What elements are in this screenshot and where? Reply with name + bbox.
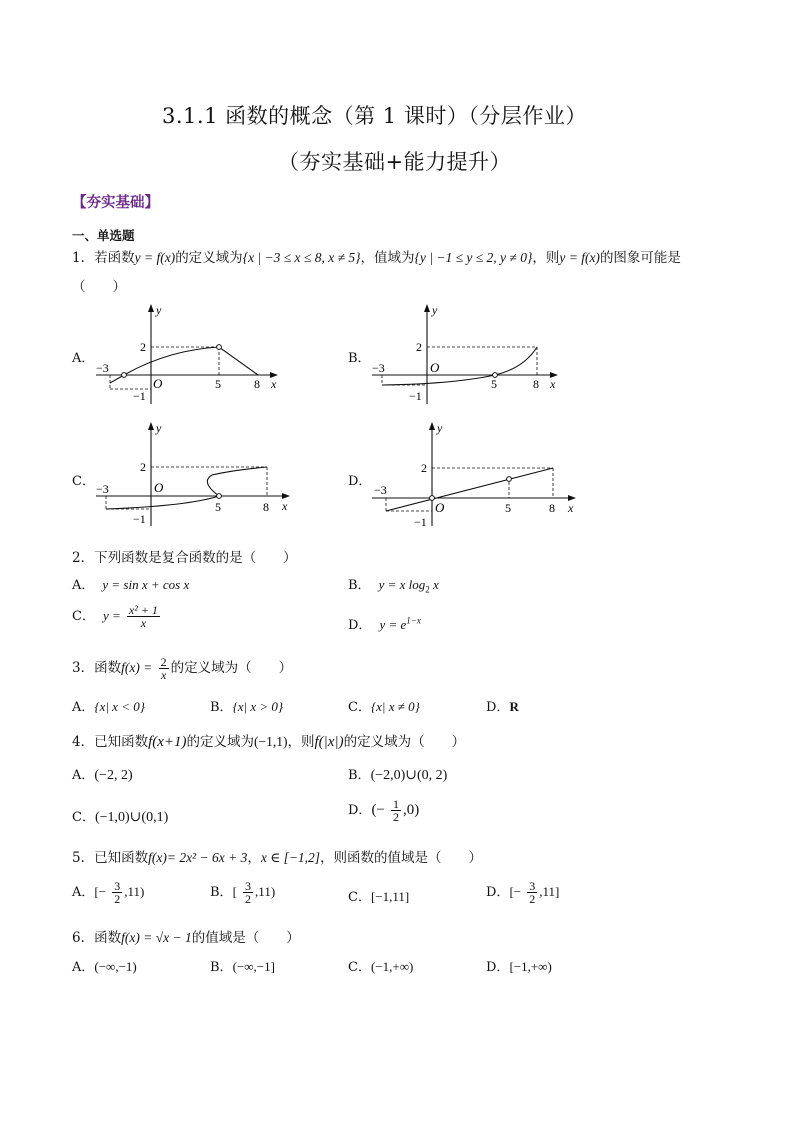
q3-c-label: C． [348, 700, 371, 715]
q2-option-b[interactable] [348, 574, 439, 595]
q3-option-c[interactable] [348, 696, 420, 715]
q4-stem-d: 的定义域为（ ） [343, 734, 466, 750]
graph-c-label-neg3: −3 [96, 482, 109, 496]
graph-a-label-o: O [153, 376, 163, 391]
graph-a-label-2: 2 [140, 340, 146, 354]
q4-d-pre: (− [371, 802, 385, 818]
graph-d-label-neg3: −3 [374, 483, 387, 497]
q6-stem [72, 926, 300, 946]
q5-d-fraction [527, 880, 537, 905]
graph-a-label-5: 5 [215, 377, 221, 391]
q5-option-c[interactable] [348, 886, 409, 905]
graph-d-label-y: y [437, 421, 443, 435]
q1-stem-a: 1．若函数 [72, 250, 135, 266]
q3-option-b[interactable] [210, 696, 283, 715]
q5-option-a[interactable] [72, 880, 144, 905]
q3-stem-a: 3．函数 [72, 660, 122, 676]
q1-fx: y = f(x) [134, 250, 176, 265]
q4-option-c[interactable] [72, 806, 168, 826]
q4-f1: f(x+1) [148, 734, 187, 750]
page-title: 3.1.1 函数的概念（第 1 课时）（分层作业） [162, 104, 587, 128]
graph-b-label-5: 5 [491, 377, 497, 391]
q5-stem-c: ，则函数的值域是（ ） [320, 850, 483, 866]
q1-option-a-label[interactable]: A． [72, 351, 95, 366]
q2-option-a[interactable] [72, 574, 189, 593]
q6-option-b[interactable] [210, 956, 275, 975]
q2-d-sup: 1−x [406, 615, 421, 626]
q5-b-label: B． [210, 885, 233, 900]
graph-c-label-x: x [282, 499, 288, 513]
q1-stem-e: 的图象可能是 [599, 250, 681, 266]
graph-c-label-5: 5 [215, 500, 221, 514]
q1-range: {y | −1 ≤ y ≤ 2, y ≠ 0} [414, 250, 533, 265]
q5-fx: f(x)= 2x² − 6x + 3 [148, 850, 248, 865]
graph-c-label-y: y [156, 421, 162, 435]
q5-a-post: ,11) [124, 884, 145, 899]
q6-d-label: D． [486, 960, 510, 975]
q5-option-d[interactable] [486, 880, 559, 905]
q6-option-c[interactable] [348, 956, 413, 975]
q6-d-expr: [−1,+∞) [509, 959, 552, 974]
graph-a-label-neg1: −1 [133, 389, 146, 403]
q1-stem [72, 246, 681, 266]
q5-d-num: 3 [529, 879, 536, 893]
graph-d-label-5: 5 [505, 501, 511, 515]
graph-d-label-8: 8 [549, 501, 555, 515]
q4-stem-b: 的定义域为 [186, 734, 255, 750]
part-heading: 一、单选题 [72, 228, 135, 243]
graph-d-label-neg1: −1 [414, 515, 427, 529]
q1-stem-c: ，值域为 [360, 250, 415, 266]
graph-b-label-2: 2 [416, 340, 422, 354]
q6-c-label: C． [348, 960, 371, 975]
q4-d-num: 1 [393, 797, 400, 811]
q3-d-expr: R [509, 699, 519, 714]
q1-answer-paren: （ ） [72, 279, 126, 295]
graph-b-label-x: x [550, 377, 556, 391]
q5-dom: x ∈ [−1,2] [260, 850, 321, 865]
q2-b-label: B． [348, 578, 371, 593]
q4-b-expr: (−2,0)∪(0, 2) [370, 768, 448, 783]
q5-d-label: D． [486, 885, 510, 900]
q3-a-expr: {x| x < 0} [94, 699, 145, 714]
q5-a-pre: [− [94, 884, 107, 899]
q5-a-num: 3 [114, 879, 121, 893]
q3-den: x [160, 668, 167, 682]
q3-fx: f(x) = [121, 660, 153, 675]
q2-stem: 2．下列函数是复合函数的是（ ） [72, 550, 297, 566]
q6-a-expr: (−∞,−1) [94, 959, 137, 974]
q4-d-fraction [391, 798, 401, 823]
q2-b-sub: 2 [425, 584, 430, 595]
q3-c-expr: {x| x ≠ 0} [370, 699, 420, 714]
q1-graph-a[interactable] [88, 300, 288, 410]
q1-graph-d[interactable] [364, 418, 584, 530]
q2-c-num: x² + 1 [128, 603, 158, 617]
q6-option-d[interactable] [486, 956, 552, 975]
q1-option-b-label[interactable]: B． [348, 351, 371, 366]
q5-option-b[interactable] [210, 880, 275, 905]
q2-c-den: x [140, 616, 147, 630]
q5-b-num: 3 [245, 879, 252, 893]
q5-a-fraction [112, 880, 122, 905]
q5-d-pre: [− [509, 884, 522, 899]
q3-b-expr: {x| x > 0} [232, 699, 284, 714]
q2-b-tail: x [429, 577, 439, 592]
q4-d1: (−1,1) [254, 734, 288, 749]
q5-c-label: C． [348, 890, 371, 905]
graph-a-label-8: 8 [254, 377, 260, 391]
q4-option-b[interactable] [348, 764, 447, 784]
graph-d-label-o: O [435, 500, 445, 515]
graph-c-label-o: O [154, 480, 164, 495]
q4-c-expr: (−1,0)∪(0,1) [94, 810, 169, 825]
graph-a-label-neg3: −3 [96, 361, 109, 375]
section-header: 【夯实基础】 [72, 194, 159, 211]
q4-option-a[interactable] [72, 764, 133, 784]
q3-num: 2 [160, 655, 167, 669]
q5-b-pre: [ [232, 884, 237, 899]
q6-a-label: A． [72, 960, 95, 975]
graph-b-label-y: y [432, 303, 438, 317]
q5-stem-b: ， [247, 850, 261, 866]
q2-c-pre: y = [102, 608, 121, 623]
q1-option-c-label[interactable]: C． [72, 474, 95, 489]
q1-option-d-label[interactable]: D． [348, 474, 372, 489]
q4-a-label: A． [72, 768, 95, 783]
q1-stem-b: 的定义域为 [175, 250, 243, 266]
q4-stem-c: ，则 [287, 734, 315, 750]
q4-c-label: C． [72, 810, 95, 825]
q5-c-expr: [−1,11] [370, 889, 410, 904]
page-subtitle: （夯实基础+能力提升） [278, 150, 512, 174]
q5-a-den: 2 [114, 892, 121, 906]
graph-d-label-2: 2 [421, 461, 427, 475]
q6-stem-a: 6．函数 [72, 930, 122, 946]
q5-b-post: ,11) [255, 884, 276, 899]
q3-d-label: D． [486, 700, 510, 715]
q3-stem [72, 656, 292, 681]
q5-b-den: 2 [245, 892, 252, 906]
graph-b-label-neg1: −1 [409, 389, 422, 403]
q4-f2: f(|x|) [314, 734, 344, 750]
q4-d-post: ,0) [403, 802, 420, 818]
q5-b-fraction [243, 880, 253, 905]
q4-option-d[interactable] [348, 798, 419, 823]
q5-d-post: ,11] [539, 884, 560, 899]
graph-c-label-8: 8 [263, 500, 269, 514]
q3-fraction [159, 656, 169, 681]
q6-stem-b: 的值域是（ ） [191, 930, 300, 946]
q2-c-label: C． [72, 609, 95, 624]
graph-b-label-8: 8 [533, 377, 539, 391]
q3-option-a[interactable] [72, 696, 145, 715]
graph-d-label-x: x [568, 501, 574, 515]
q2-a-label: A． [72, 578, 95, 593]
graph-a-label-x: x [271, 377, 277, 391]
q1-fx-2: y = f(x) [559, 250, 600, 265]
q3-option-d[interactable] [486, 696, 519, 715]
q2-option-d[interactable] [348, 614, 421, 633]
q1-graph-c[interactable] [88, 418, 298, 530]
q2-c-fraction [127, 604, 160, 629]
q2-b-expr: y = x log [378, 577, 426, 592]
q6-option-a[interactable] [72, 956, 137, 975]
q2-a-expr: y = sin x + cos x [102, 577, 190, 592]
graph-c-label-2: 2 [140, 460, 146, 474]
q6-c-expr: (−1,+∞) [370, 959, 414, 974]
q4-d-den: 2 [393, 810, 400, 824]
q1-stem-d: ，则 [532, 250, 560, 266]
q1-graph-b[interactable] [364, 300, 564, 410]
graph-b-label-neg3: −3 [372, 361, 385, 375]
q5-a-label: A． [72, 885, 95, 900]
q4-a-expr: (−2, 2) [94, 768, 133, 783]
graph-c-label-neg1: −1 [133, 512, 146, 526]
q2-d-expr: y = e [379, 617, 407, 632]
q6-fx: f(x) = √x − 1 [121, 930, 192, 945]
q1-domain: {x | −3 ≤ x ≤ 8, x ≠ 5} [242, 250, 361, 265]
q3-a-label: A． [72, 700, 95, 715]
q5-d-den: 2 [529, 892, 536, 906]
q4-stem [72, 730, 465, 751]
q4-d-label: D． [348, 803, 372, 818]
q5-stem-a: 5．已知函数 [72, 850, 149, 866]
q3-b-label: B． [210, 700, 233, 715]
q5-stem [72, 846, 482, 866]
graph-b-label-o: O [430, 360, 440, 375]
q4-b-label: B． [348, 768, 371, 783]
q3-stem-b: 的定义域为（ ） [170, 660, 293, 676]
q6-b-label: B． [210, 960, 233, 975]
q2-d-label: D． [348, 618, 372, 633]
graph-a-label-y: y [156, 303, 162, 317]
q2-option-c[interactable] [72, 604, 162, 629]
q4-stem-a: 4．已知函数 [72, 734, 149, 750]
q6-b-expr: (−∞,−1] [232, 959, 275, 974]
